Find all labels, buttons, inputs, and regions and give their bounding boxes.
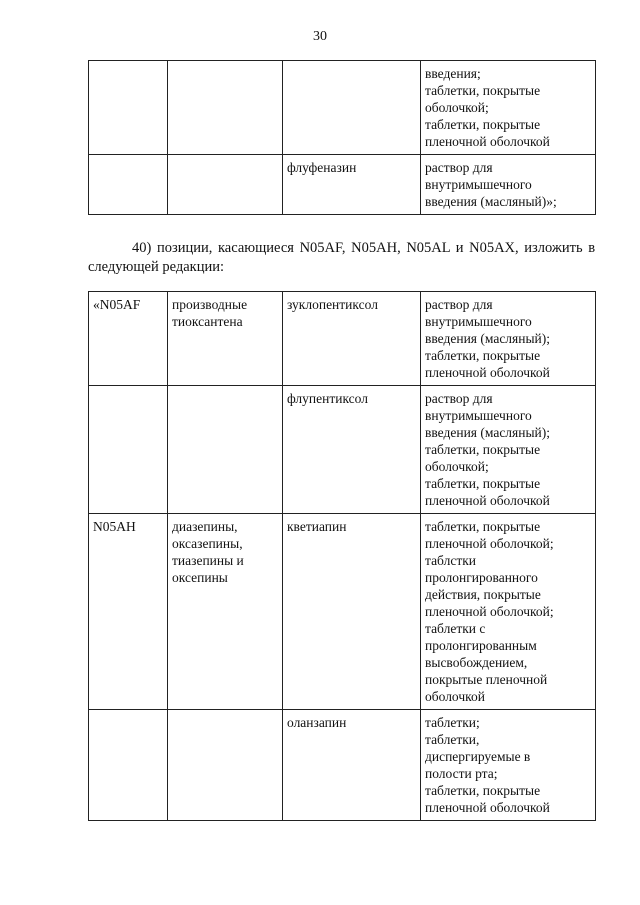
paragraph-line-2: следующей редакции: xyxy=(88,259,225,275)
cell-line: внутримышечного xyxy=(425,177,532,192)
drug-name-cell xyxy=(283,710,421,821)
cell-line: таблетки, покрытые xyxy=(425,348,541,363)
table-row xyxy=(89,155,596,215)
table-row xyxy=(89,61,596,155)
cell-line: внутримышечного xyxy=(425,408,532,423)
cell-line: оболочкой; xyxy=(425,100,489,115)
atc-code: N05AH xyxy=(93,519,136,534)
group-cell xyxy=(168,292,283,386)
cell-line: таблетки; xyxy=(425,715,480,730)
group-cell xyxy=(168,155,283,215)
cell-line: оксазепины, xyxy=(172,536,243,551)
cell-line: внутримышечного xyxy=(425,314,532,329)
atc-code-cell xyxy=(89,386,168,514)
cell-line: введения (масляный)»; xyxy=(425,194,557,209)
cell-line: таблетки, покрытые xyxy=(425,442,541,457)
dosage-forms-cell xyxy=(421,710,596,821)
cell-line: покрытые пленочной xyxy=(425,672,548,687)
cell-line: таблетки, покрытые xyxy=(425,117,541,132)
cell-line: пленочной оболочкой; xyxy=(425,604,554,619)
drug-name: оланзапин xyxy=(287,715,347,730)
cell-line: таблетки, покрытые xyxy=(425,83,541,98)
atc-code-cell xyxy=(89,61,168,155)
cell-line: пленочной оболочкой; xyxy=(425,536,554,551)
drug-name-cell xyxy=(283,514,421,710)
cell-line: пленочной оболочкой xyxy=(425,365,550,380)
cell-line: тиазепины и xyxy=(172,553,244,568)
cell-line: пленочной оболочкой xyxy=(425,134,550,149)
dosage-forms-cell xyxy=(421,155,596,215)
page-number: 30 xyxy=(313,29,327,44)
cell-line: полости рта; xyxy=(425,766,498,781)
atc-code-cell xyxy=(89,292,168,386)
table-row xyxy=(89,514,596,710)
cell-line: раствор для xyxy=(425,160,493,175)
cell-line: производные xyxy=(172,297,248,312)
cell-line: пролонгированного xyxy=(425,570,538,585)
table-body xyxy=(89,61,596,215)
table-body xyxy=(89,292,596,821)
group-cell xyxy=(168,514,283,710)
table-row xyxy=(89,386,596,514)
table-row xyxy=(89,292,596,386)
cell-line: введения (масляный); xyxy=(425,331,551,346)
cell-line: тиоксантена xyxy=(172,314,243,329)
drug-name: флупентиксол xyxy=(287,391,368,406)
cell-line: раствор для xyxy=(425,297,493,312)
drug-table-continued xyxy=(88,60,596,215)
cell-line: высвобождением, xyxy=(425,655,528,670)
cell-line: введения (масляный); xyxy=(425,425,551,440)
drug-name: зуклопентиксол xyxy=(287,297,378,312)
dosage-forms-cell xyxy=(421,292,596,386)
cell-line: введения; xyxy=(425,66,481,81)
cell-line: таблстки xyxy=(425,553,477,568)
cell-line: оболочкой xyxy=(425,689,485,704)
group-cell xyxy=(168,710,283,821)
drug-name: флуфеназин xyxy=(287,160,357,175)
cell-line: таблетки, покрытые xyxy=(425,783,541,798)
cell-line: пролонгированным xyxy=(425,638,537,653)
cell-line: таблетки, xyxy=(425,732,480,747)
table-row xyxy=(89,710,596,821)
atc-code: «N05AF xyxy=(93,297,141,312)
dosage-forms-cell xyxy=(421,514,596,710)
dosage-forms-cell xyxy=(421,386,596,514)
cell-line: действия, покрытые xyxy=(425,587,541,602)
cell-line: диспергируемые в xyxy=(425,749,531,764)
cell-line: пленочной оболочкой xyxy=(425,800,550,815)
cell-line: оболочкой; xyxy=(425,459,489,474)
paragraph-line-1: 40) позиции, касающиеся N05AF, N05AH, N05AL и N05AX, изложить в xyxy=(132,240,596,256)
drug-name-cell xyxy=(283,386,421,514)
group-cell xyxy=(168,386,283,514)
group-cell xyxy=(168,61,283,155)
atc-code-cell xyxy=(89,155,168,215)
cell-line: диазепины, xyxy=(172,519,238,534)
drug-name-cell xyxy=(283,292,421,386)
cell-line: таблетки, покрытые xyxy=(425,476,541,491)
cell-line: оксепины xyxy=(172,570,228,585)
cell-line: таблетки, покрытые xyxy=(425,519,541,534)
cell-line: пленочной оболочкой xyxy=(425,493,550,508)
drug-table-new xyxy=(88,291,596,821)
drug-name: кветиапин xyxy=(287,519,347,534)
instruction-paragraph xyxy=(88,239,608,277)
cell-line: таблетки с xyxy=(425,621,486,636)
drug-name-cell xyxy=(283,61,421,155)
atc-code-cell xyxy=(89,514,168,710)
drug-name-cell xyxy=(283,155,421,215)
atc-code-cell xyxy=(89,710,168,821)
dosage-forms-cell xyxy=(421,61,596,155)
cell-line: раствор для xyxy=(425,391,493,406)
